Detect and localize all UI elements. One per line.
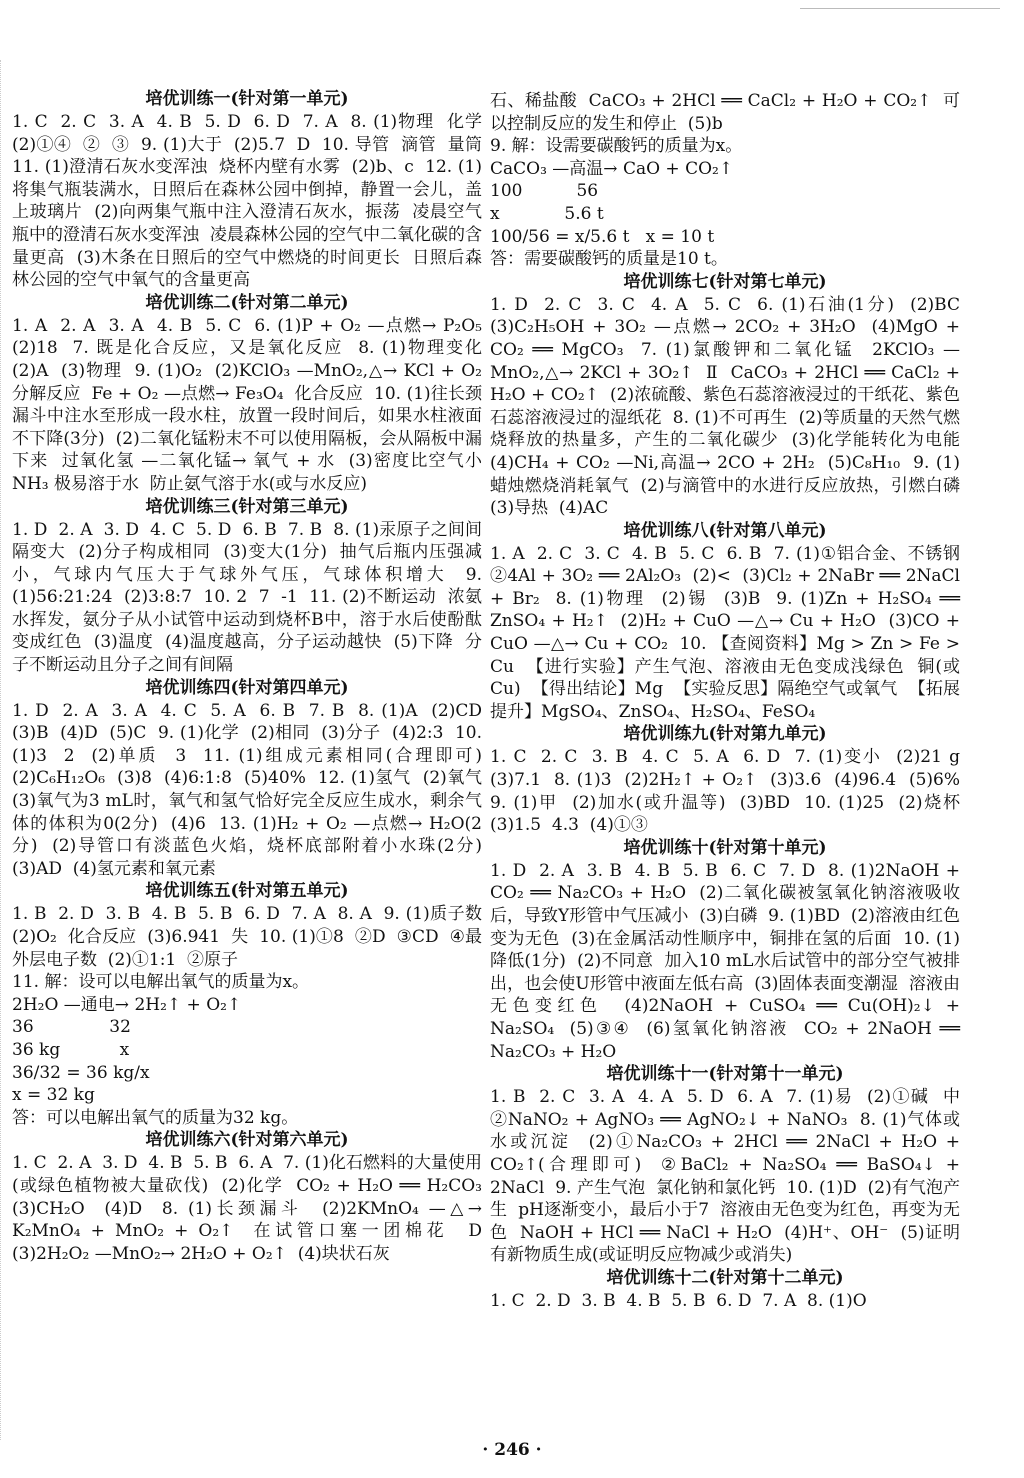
section-title: 培优训练七(针对第七单元) [623,271,827,292]
section-title: 培优训练一(针对第一单元) [145,89,349,109]
section [12,1129,493,1265]
section-body: 1. A 2. C 3. C 4. B 5. C 6. B 7. (1)①铝合金、不锈钢 ②4Al + 3O₂ ══ 2Al₂O₃ (2)< (3)Cl₂ + 2NaBr ══ 2NaCl + Br₂ 8. (1)物理 (2)锡 (3)B 9. (1)Zn + H₂SO₄ ══ ZnSO₄ + H₂↑ (2)H₂ + CuO —△→ Cu + H₂O (3)CO + CuO —△→ Cu + CO₂ 10. 【查阅资料】Mg > Zn > Fe > Cu 【进行实验】产生气泡、溶液由无色变成浅绿色 铜(或Cu) 【得出结论】Mg 【实验反思】隔绝空气或氧气 【拓展提升】MgSO₄、ZnSO₄、H₂SO₄、FeSO₄ [490,543,971,722]
section [12,88,493,292]
page-number: · 246 · [482,1440,542,1460]
right-column [490,90,971,1313]
section-title: 培优训练二(针对第二单元) [145,292,349,313]
section-continued [490,90,960,271]
section [12,880,482,1129]
section-title: 培优训练八(针对第八单元) [623,520,827,541]
section-body: 1. B 2. D 3. B 4. B 5. B 6. D 7. A 8. A 9. (1)质子数 (2)O₂ 化合反应 (3)6.941 失 10. (1)①8 ②D ③CD ④最外层电子数 (2)①1:1 ②原子 11. 解：设可以电解出氧气的质量为x。 2H₂O —通电→ 2H₂↑ + O₂↑ 36 32 36 kg x 36/32 = 36 kg/x x = 32 kg 答：可以电解出氧气的质量为32 kg。 [12,904,482,1128]
section [490,723,971,836]
section-body: 1. C 2. C 3. B 4. C 5. A 6. D 7. (1)变小 (2)21 g (3)7.1 8. (1)3 (2)2H₂↑ + O₂↑ (3)3.6 (4)96.4 (5)6% 9. (1)甲 (2)加水(或升温等) (3)BD 10. (1)25 (2)烧杯 (3)1.5 4.3 (4)①③ [490,747,971,836]
section-body: 1. B 2. C 3. A 4. A 5. D 6. A 7. (1)易 (2)①碱 中 ②NaNO₂ + AgNO₃ ══ AgNO₂↓ + NaNO₃ 8. (1)气体或水或沉淀 (2)①Na₂CO₃ + 2HCl ══ 2NaCl + H₂O + CO₂↑(合理即可) ②BaCl₂ + Na₂SO₄ ══ BaSO₄↓ + 2NaCl 9. 产生气泡 氯化钠和氯化钙 10. (1)D (2)有气泡产生 pH逐渐变小，最后小于7 溶液由无色变为红色，再变为无色 NaOH + HCl ══ NaCl + H₂O (4)H⁺、OH⁻ (5)证明有新物质生成(或证明反应物减少或消失) [490,1087,971,1266]
section-body: 1. D 2. C 3. C 4. A 5. C 6. (1)石油(1分) (2)BC (3)C₂H₅OH + 3O₂ —点燃→ 2CO₂ + 3H₂O (4)MgO + CO₂ ══ MgCO₃ 7. (1)氯酸钾和二氧化锰 2KClO₃ —MnO₂,△→ 2KCl + 3O₂↑ Ⅱ CaCO₃ + 2HCl ══ CaCl₂ + H₂O + CO₂↑ (2)浓硫酸、紫色石蕊溶液浸过的干纸花、紫色石蕊溶液浸过的湿纸花 8. (1)不可再生 (2)等质量的天然气燃烧释放的热量多，产生的二氧化碳少 (3)化学能转化为电能 (4)CH₄ + CO₂ —Ni,高温→ 2CO + 2H₂ (5)C₈H₁₀ 9. (1)蜡烛燃烧消耗氧气 (2)与滴管中的水进行反应放热，引燃白磷 (3)导热 (4)AC [490,294,971,519]
section-body: 1. D 2. A 3. A 4. C 5. A 6. B 7. B 8. (1)A (2)CD (3)B (4)D (5)C 9. (1)化学 (2)相同 (3)分子 (4)2:3 10. (1)3 2 (2)单质 3 11. (1)组成元素相同(合理即可) (2)C₆H₁₂O₆ (3)8 (4)6:1:8 (5)40% 12. (1)氢气 (2)氧气 (3)氧气为3 mL时，氧气和氢气恰好完全反应生成水，剩余气体的体积为0(2分) (4)6 13. (1)H₂ + O₂ —点燃→ H₂O(2分) (2)导管口有淡蓝色火焰，烧杯底部附着小水珠(2分) (3)AD (4)氢元素和氧元素 [12,700,493,879]
section-title: 培优训练六(针对第六单元) [145,1130,349,1151]
section-title: 培优训练十二(针对第十二单元) [606,1267,844,1288]
section-body: 1. D 2. A 3. D 4. C 5. D 6. B 7. B 8. (1)汞原子之间间隔变大 (2)分子构成相同 (3)变大(1分) 抽气后瓶内压强减小，气球内气压大于气球外气压，气球体积增大 9. (1)56:21:24 (2)3:8:7 10. 2 7 -1 11. (2)不断运动 浓氨水挥发，氨分子从小试管中运动到烧杯B中，溶于水后使酚酞变成红色 (3)温度 (4)温度越高，分子运动越快 (5)下降 分子不断运动且分子之间有间隔 [12,519,488,676]
section [490,837,966,1063]
section-body: 1. D 2. A 3. B 4. B 5. B 6. C 7. D 8. (1)2NaOH + CO₂ ══ Na₂CO₃ + H₂O (2)二氧化碳被氢氧化钠溶液吸收后，导致Y形管中气压减小 (3)白磷 9. (1)BD (2)溶液由红色变为无色 (3)在金属活动性顺序中，铜排在氢的后面 10. (1)降低(1分) (2)不同意 加入10 mL水后试管中的部分空气被排出，也会使U形管中液面左低右高 (3)固体表面变潮湿 溶液由无色变红色 (4)2NaOH + CuSO₄ ══ Cu(OH)₂↓ + Na₂SO₄ (5)③④ (6)氢氧化钠溶液 CO₂ + 2NaOH ══ Na₂CO₃ + H₂O [490,860,966,1062]
section [12,677,493,881]
binding-gutter [0,60,7,1440]
section-body: 1. C 2. C 3. A 4. B 5. D 6. D 7. A 8. (1)物理 化学 (2)①④ ② ③ 9. (1)大于 (2)5.7 D 10. 导管 滴管 量筒 11. (1)澄清石灰水变浑浊 烧杯内壁有水雾 (2)b、c 12. (1)将集气瓶装满水，日照后在森林公园中倒掉，静置一会儿，盖上玻璃片 (2)向两集气瓶中注入澄清石灰水，振荡 凌晨空气瓶中的澄清石灰水变浑浊 凌晨森林公园的空气中二氧化碳的含量更高 (3)木条在日照后的空气中燃烧的时间更长 日照后森林公园的空气中氧气的含量更高 [12,112,493,291]
section-body: 1. C 2. A 3. D 4. B 5. B 6. A 7. (1)化石燃料的大量使用(或绿色植物被大量砍伐) (2)化学 CO₂ + H₂O ══ H₂CO₃ (3)CH₂O (4)D 8. (1)长颈漏斗 (2)2KMnO₄ —△→ K₂MnO₄ + MnO₂ + O₂↑ 在试管口塞一团棉花 D (3)2H₂O₂ —MnO₂→ 2H₂O + O₂↑ (4)块状石灰 [12,1153,493,1264]
section-title: 培优训练十一(针对第十一单元) [606,1064,844,1085]
section [490,1267,960,1313]
section-title: 培优训练五(针对第五单元) [145,881,349,902]
section-body: 石、稀盐酸 CaCO₃ + 2HCl ══ CaCl₂ + H₂O + CO₂↑ 可以控制反应的发生和停止 (5)b 9. 解：设需要碳酸钙的质量为x。 CaCO₃ —高温→ CaO + CO₂↑ 100 56 x 5.6 t 100/56 = x/5.6 t x = 10 t 答：需要碳酸钙的质量是10 t。 [490,91,960,270]
section [490,271,971,520]
left-column [12,88,493,1265]
section [12,292,493,496]
section-title: 培优训练三(针对第三单元) [145,496,349,517]
section [490,1063,971,1267]
section-title: 培优训练十(针对第十单元) [623,837,827,858]
section-title: 培优训练四(针对第四单元) [145,677,349,698]
section-body: 1. C 2. D 3. B 4. B 5. B 6. D 7. A 8. (1)O [490,1290,867,1311]
section-body: 1. A 2. A 3. A 4. B 5. C 6. (1)P + O₂ —点燃→ P₂O₅ (2)18 7. 既是化合反应，又是氧化反应 8. (1)物理变化 (2)A (3)物理 9. (1)O₂ (2)KClO₃ —MnO₂,△→ KCl + O₂ 分解反应 Fe + O₂ —点燃→ Fe₃O₄ 化合反应 10. (1)往长颈漏斗中注水至形成一段水柱，放置一段时间后，如果水柱液面不下降(3分) (2)二氧化锰粉末不可以使用隔板，会从隔板中漏下来 过氧化氢 —二氧化锰→ 氧气 + 水 (3)密度比空气小 NH₃ 极易溶于水 防止氨气溶于水(或与水反应) [12,315,493,494]
section [490,520,971,724]
top-rule [800,8,1000,9]
section-title: 培优训练九(针对第九单元) [623,724,827,745]
section [12,496,488,677]
